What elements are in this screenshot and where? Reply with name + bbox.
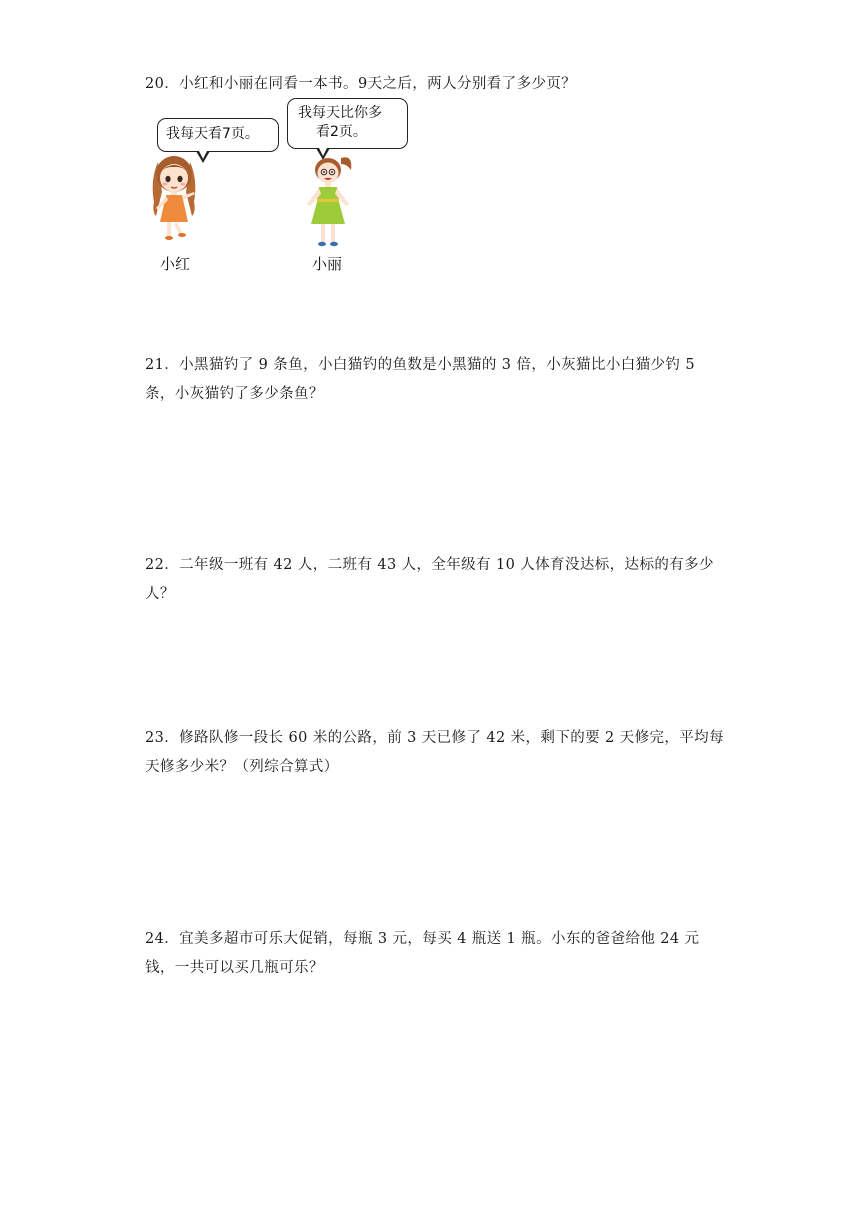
question-21: 21．小黑猫钓了 9 条鱼，小白猫钓的鱼数是小黑猫的 3 倍，小灰猫比小白猫少钓 5 条，小灰猫钓了多少条鱼？ — [145, 357, 695, 402]
speech-text-xiaohong: 我每天看7页。 — [166, 126, 259, 142]
speech-text-xiaoli-line2: 看2页。 — [316, 124, 367, 140]
speech-bubble-xiaoli — [287, 98, 408, 149]
question-23: 23．修路队修一段长 60 米的公路，前 3 天已修了 42 米，剩下的要 2 天修完，平均每天修多少米？（列综合算式） — [145, 730, 724, 775]
illustration — [140, 98, 430, 278]
xiaohong-figure-icon — [142, 152, 206, 244]
name-label-xiaoli: 小丽 — [312, 255, 343, 273]
question-22: 22．二年级一班有 42 人，二班有 43 人，全年级有 10 人体育没达标，达标的有多少人？ — [145, 557, 714, 602]
speech-text-xiaoli-line1: 我每天比你多 — [298, 105, 382, 121]
xiaoli-figure-icon — [295, 152, 361, 252]
speech-bubble-xiaohong — [157, 118, 279, 152]
question-20: 20．小红和小丽在同看一本书。9天之后，两人分别看了多少页？ — [145, 76, 577, 92]
question-24: 24．宜美多超市可乐大促销，每瓶 3 元，每买 4 瓶送 1 瓶。小东的爸爸给他 24 元钱，一共可以买几瓶可乐？ — [145, 931, 700, 976]
name-label-xiaohong: 小红 — [160, 255, 191, 273]
